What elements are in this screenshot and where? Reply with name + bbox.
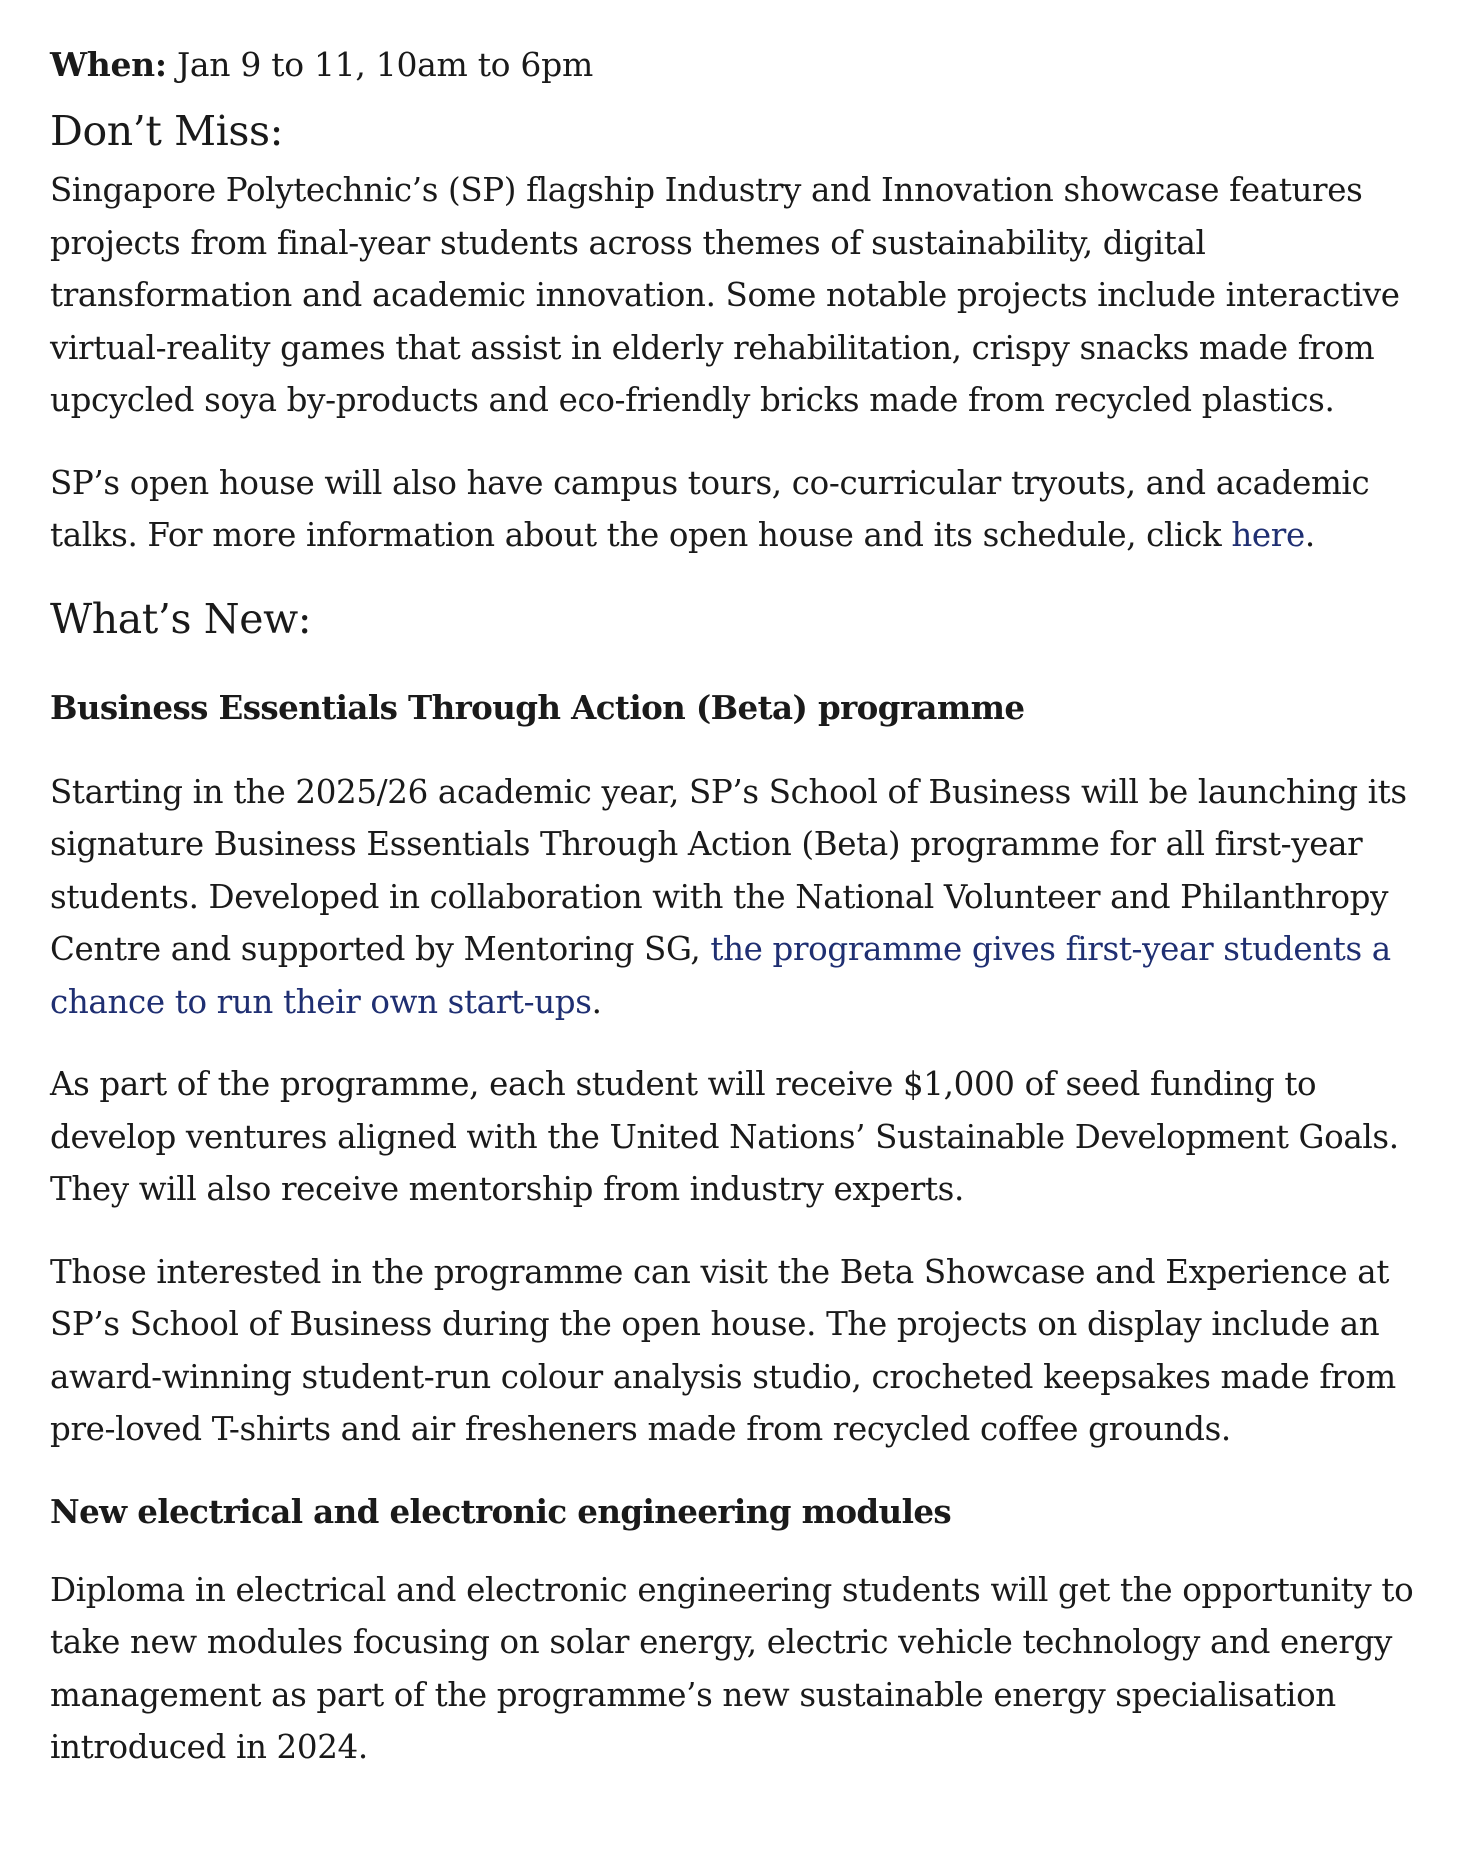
whats-new-heading: What’s New: [50, 594, 312, 643]
dont-miss-paragraph-2-text: SP’s open house will also have campus tours, co-curricular tryouts, and academic talks. For more information about the open house and its schedule, click [50, 463, 1370, 554]
beta-paragraph-2: As part of the programme, each student will receive $1,000 of seed funding to develop ventures aligned with the United Nations’ Sustainable Development Goals. They will also receive mentorship from industry experts. [50, 1065, 1399, 1208]
eee-modules-title: New electrical and electronic engineering modules [50, 1491, 952, 1531]
open-house-info-link[interactable]: here [1231, 516, 1305, 554]
dont-miss-paragraph-2-end: . [1304, 516, 1315, 554]
article-body [50, 40, 1430, 1804]
beta-startups-link[interactable]: the programme gives first-year students a chance to run their own start-ups [50, 930, 1391, 1021]
dont-miss-heading: Don’t Miss: [50, 107, 284, 155]
beta-paragraph-1-end: . [591, 982, 602, 1021]
when-value: Jan 9 to 11, 10am to 6pm [176, 45, 593, 84]
dont-miss-paragraph-1: Singapore Polytechnic’s (SP) flagship Industry and Innovation showcase features projects from final-year students across themes of sustainability, digital transformation and academic innovation. Some notable projects include interactive virtual-reality games that assist in elderly rehabilitation, crispy snacks made from upcycled soya by-products and eco-friendly bricks made from recycled plastics. [50, 171, 1400, 419]
when-label: When: [50, 45, 167, 84]
event-when [50, 40, 1430, 90]
eee-paragraph-1: Diploma in electrical and electronic engineering students will get the opportunity to take new modules focusing on solar energy, electric vehicle technology and energy management as part of the programme’s new sustainable energy specialisation introduced in 2024. [50, 1570, 1414, 1766]
beta-paragraph-1 [50, 766, 1430, 1029]
beta-programme-title: Business Essentials Through Action (Beta) programme [50, 687, 1025, 727]
beta-paragraph-1-text: Starting in the 2025/26 academic year, SP’s School of Business will be launching its signature Business Essentials Through Action (Beta) programme for all first-year students. Developed in collaboration with the National Volunteer and Philanthropy Centre and supported by Mentoring SG, [50, 772, 1407, 968]
beta-paragraph-3: Those interested in the programme can visit the Beta Showcase and Experience at SP’s School of Business during the open house. The projects on display include an award-winning student-run colour analysis studio, crocheted keepsakes made from pre-loved T-shirts and air fresheners made from recycled coffee grounds. [50, 1252, 1396, 1448]
dont-miss-paragraph-2 [50, 457, 1430, 562]
